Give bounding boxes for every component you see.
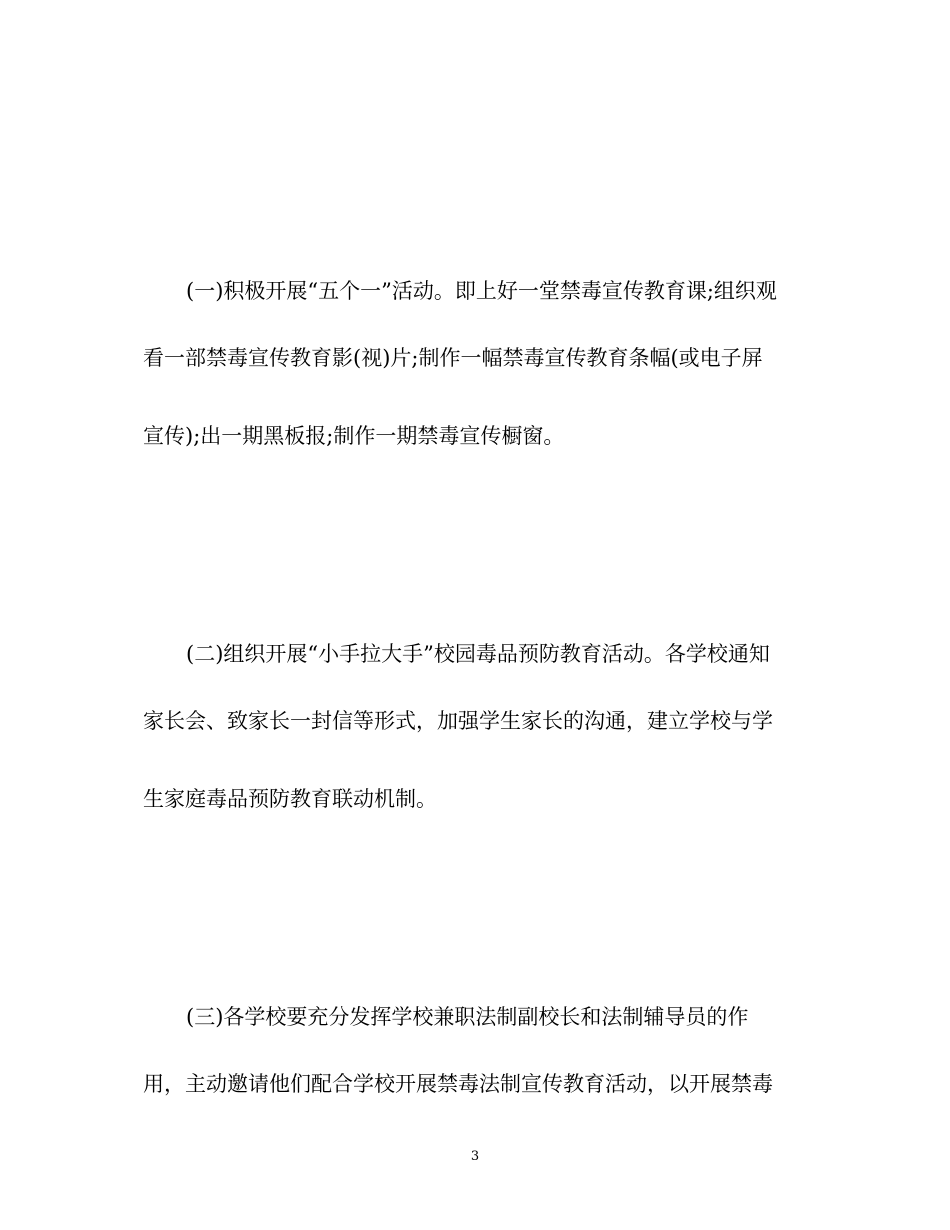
- paragraph-1-line-2: 看一部禁毒宣传教育影(视)片;制作一幅禁毒宣传教育条幅(或电子屏: [143, 346, 763, 370]
- page-number: 3: [470, 1149, 480, 1164]
- paragraph-3-line-2: 用，主动邀请他们配合学校开展禁毒法制宣传教育活动，以开展禁毒: [143, 1072, 773, 1096]
- paragraph-2-line-1: (二)组织开展“小手拉大手”校园毒品预防教育活动。各学校通知: [186, 642, 770, 666]
- paragraph-2-line-2: 家长会、致家长一封信等形式，加强学生家长的沟通，建立学校与学: [143, 709, 773, 733]
- paragraph-1-line-1: (一)积极开展“五个一”活动。即上好一堂禁毒宣传教育课;组织观: [186, 279, 777, 303]
- paragraph-3-line-1: (三)各学校要充分发挥学校兼职法制副校长和法制辅导员的作: [186, 1005, 749, 1029]
- paragraph-1-line-3: 宣传);出一期黑板报;制作一期禁毒宣传橱窗。: [143, 424, 565, 448]
- paragraph-2-line-3: 生家庭毒品预防教育联动机制。: [143, 787, 437, 811]
